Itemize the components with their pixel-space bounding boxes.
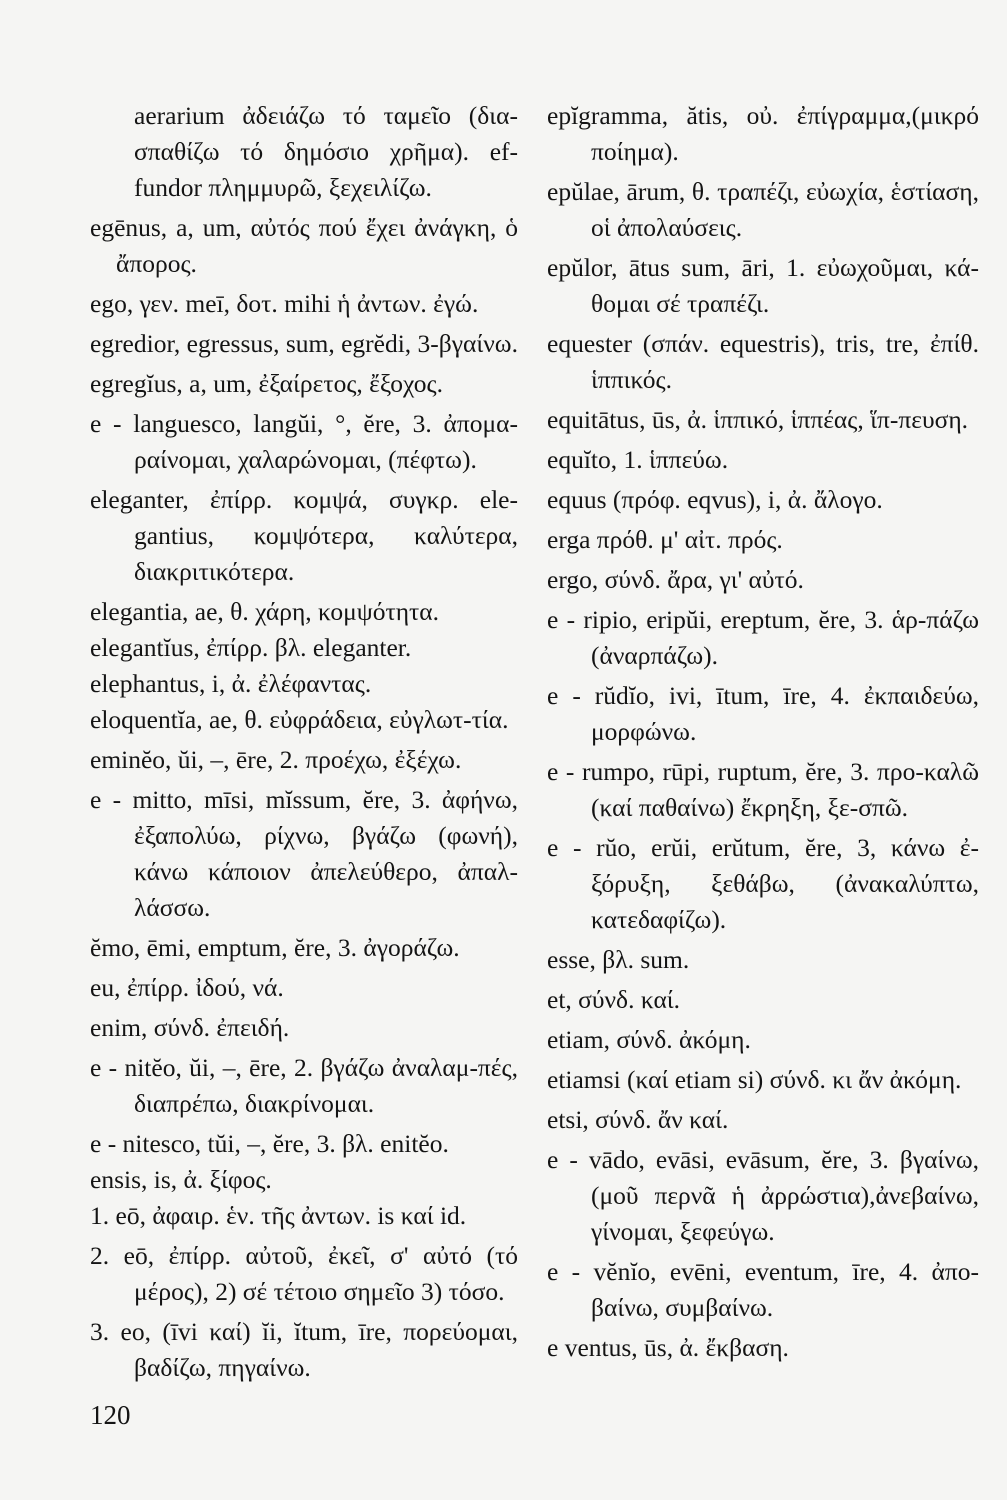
dictionary-entry: elegantĭus, ἐπίρρ. βλ. eleganter. — [90, 633, 412, 662]
dictionary-entry: epŭlor, ātus sum, āri, 1. εὐωχοῦμαι, κά-θομαι σέ τραπέζι. — [547, 253, 979, 318]
dictionary-entry: epŭlae, ārum, θ. τραπέζι, εὐωχία, ἑστίαση, οἱ ἀπολαύσεις. — [547, 177, 979, 242]
dictionary-entry: egregĭus, a, um, ἐξαίρετος, ἔξοχος. — [90, 369, 444, 398]
dictionary-entry: etiamsi (καί etiam si) σύνδ. κι ἄν ἀκόμη. — [547, 1065, 962, 1094]
dictionary-entry: e - rumpo, rūpi, ruptum, ĕre, 3. προ-καλῶ (καί παθαίνω) ἔκρηξη, ξε-σπῶ. — [547, 757, 979, 822]
dictionary-entry: equus (πρόφ. eqvus), i, ἀ. ἄλογο. — [547, 485, 883, 514]
dictionary-entry: e - vādo, evāsi, evāsum, ĕre, 3. βγαίνω, (μοῦ περνᾶ ἡ ἀρρώστια),ἀνεβαίνω, γίνομαι, ξεφεύγω. — [547, 1145, 979, 1246]
dictionary-entry: e - vĕnĭo, evēni, eventum, īre, 4. ἀπο-βαίνω, συμβαίνω. — [547, 1257, 979, 1322]
dictionary-entry: elegantia, ae, θ. χάρη, κομψότητα. — [90, 597, 440, 626]
dictionary-entry: eminĕo, ŭi, –, ēre, 2. προέχω, ἐξέχω. — [90, 745, 462, 774]
dictionary-entry: et, σύνδ. καί. — [547, 985, 681, 1014]
dictionary-entry: equĭto, 1. ἱππεύω. — [547, 445, 729, 474]
dictionary-entry: etiam, σύνδ. ἀκόμη. — [547, 1025, 751, 1054]
dictionary-entry: epĭgramma, ătis, οὐ. ἐπίγραμμα,(μικρό ποίημα). — [547, 101, 979, 166]
dictionary-entry: 1. eō, ἀφαιρ. ἑν. τῆς ἀντων. is καί id. — [90, 1201, 467, 1230]
dictionary-entry: e - languesco, langŭi, °, ĕre, 3. ἀπομα-ραίνομαι, χαλαρώνομαι, (πέφτω). — [90, 409, 518, 474]
dictionary-entry: elephantus, i, ἀ. ἐλέφαντας. — [90, 669, 372, 698]
dictionary-entry: equester (σπάν. equestris), tris, tre, ἐπίθ. ἱππικός. — [547, 329, 979, 394]
left-column — [90, 98, 518, 1386]
dictionary-entry: e - mitto, mīsi, mĭssum, ĕre, 3. ἀφήνω, ἐξαπολύω, ρίχνω, βγάζω (φωνή), κάνω κάποιον ἀπελεύθερο, ἀπαλ-λάσσω. — [90, 785, 518, 922]
dictionary-entry: e ventus, ūs, ἀ. ἔκβαση. — [547, 1333, 789, 1362]
dictionary-entry: aerarium ἀδειάζω τό ταμεῖο (δια-σπαθίζω τό δημόσιο χρῆμα). ef-fundor πλημμυρῶ, ξεχειλίζω. — [134, 101, 518, 202]
dictionary-entry: e - ripio, eripŭi, ereptum, ĕre, 3. ἁρ-πάζω (ἀναρπάζω). — [547, 605, 979, 670]
dictionary-entry: etsi, σύνδ. ἄν καί. — [547, 1105, 729, 1134]
dictionary-entry: 2. eō, ἐπίρρ. αὐτοῦ, ἐκεῖ, σ' αὐτό (τό μέρος), 2) σέ τέτοιο σημεῖο 3) τόσο. — [90, 1241, 518, 1306]
dictionary-entry: ĕmo, ēmi, emptum, ĕre, 3. ἀγοράζω. — [90, 933, 460, 962]
dictionary-entry: eu, ἐπίρρ. ἰδού, νά. — [90, 973, 284, 1002]
dictionary-entry: erga πρόθ. μ' αἰτ. πρός. — [547, 525, 783, 554]
dictionary-entry: e - nitesco, tŭi, –, ĕre, 3. βλ. enitĕo. — [90, 1129, 449, 1158]
dictionary-entry: e - rŭo, erŭi, erŭtum, ĕre, 3, κάνω ἐ-ξόρυξη, ξεθάβω, (ἀνακαλύπτω, κατεδαφίζω). — [547, 833, 979, 934]
dictionary-entry: eleganter, ἐπίρρ. κομψά, συγκρ. ele-gantius, κομψότερα, καλύτερα, διακριτικότερα. — [90, 485, 518, 586]
dictionary-entry: equitātus, ūs, ἀ. ἱππικό, ἱππέας, ἵπ-πευση. — [547, 405, 969, 434]
dictionary-entry: egēnus, a, um, αὐτός πού ἔχει ἀνάγκη, ὁ ἄπορος. — [90, 213, 518, 278]
dictionary-entry: e - rŭdĭo, ivi, ītum, īre, 4. ἐκπαιδεύω, μορφώνω. — [547, 681, 979, 746]
dictionary-entry: ensis, is, ἀ. ξίφος. — [90, 1165, 272, 1194]
dictionary-entry: esse, βλ. sum. — [547, 945, 690, 974]
dictionary-entry: egredior, egressus, sum, egrĕdi, 3-βγαίνω. — [90, 329, 518, 358]
right-column — [547, 98, 979, 1366]
dictionary-entry: ego, γεν. meī, δοτ. mihi ἡ ἀντων. ἐγώ. — [90, 289, 479, 318]
dictionary-entry: 3. eo, (īvi καί) ĭi, ĭtum, īre, πορεύομαι, βαδίζω, πηγαίνω. — [90, 1317, 518, 1382]
dictionary-entry: enim, σύνδ. ἐπειδή. — [90, 1013, 290, 1042]
dictionary-entry: ergo, σύνδ. ἄρα, γι' αὐτό. — [547, 565, 804, 594]
dictionary-entry: eloquentĭa, ae, θ. εὐφράδεια, εὐγλωτ-τία. — [90, 705, 509, 734]
dictionary-entry: e - nitĕo, ŭi, –, ēre, 2. βγάζω ἀναλαμ-πές, διαπρέπω, διακρίνομαι. — [90, 1053, 518, 1118]
page-number: 120 — [90, 1400, 131, 1430]
